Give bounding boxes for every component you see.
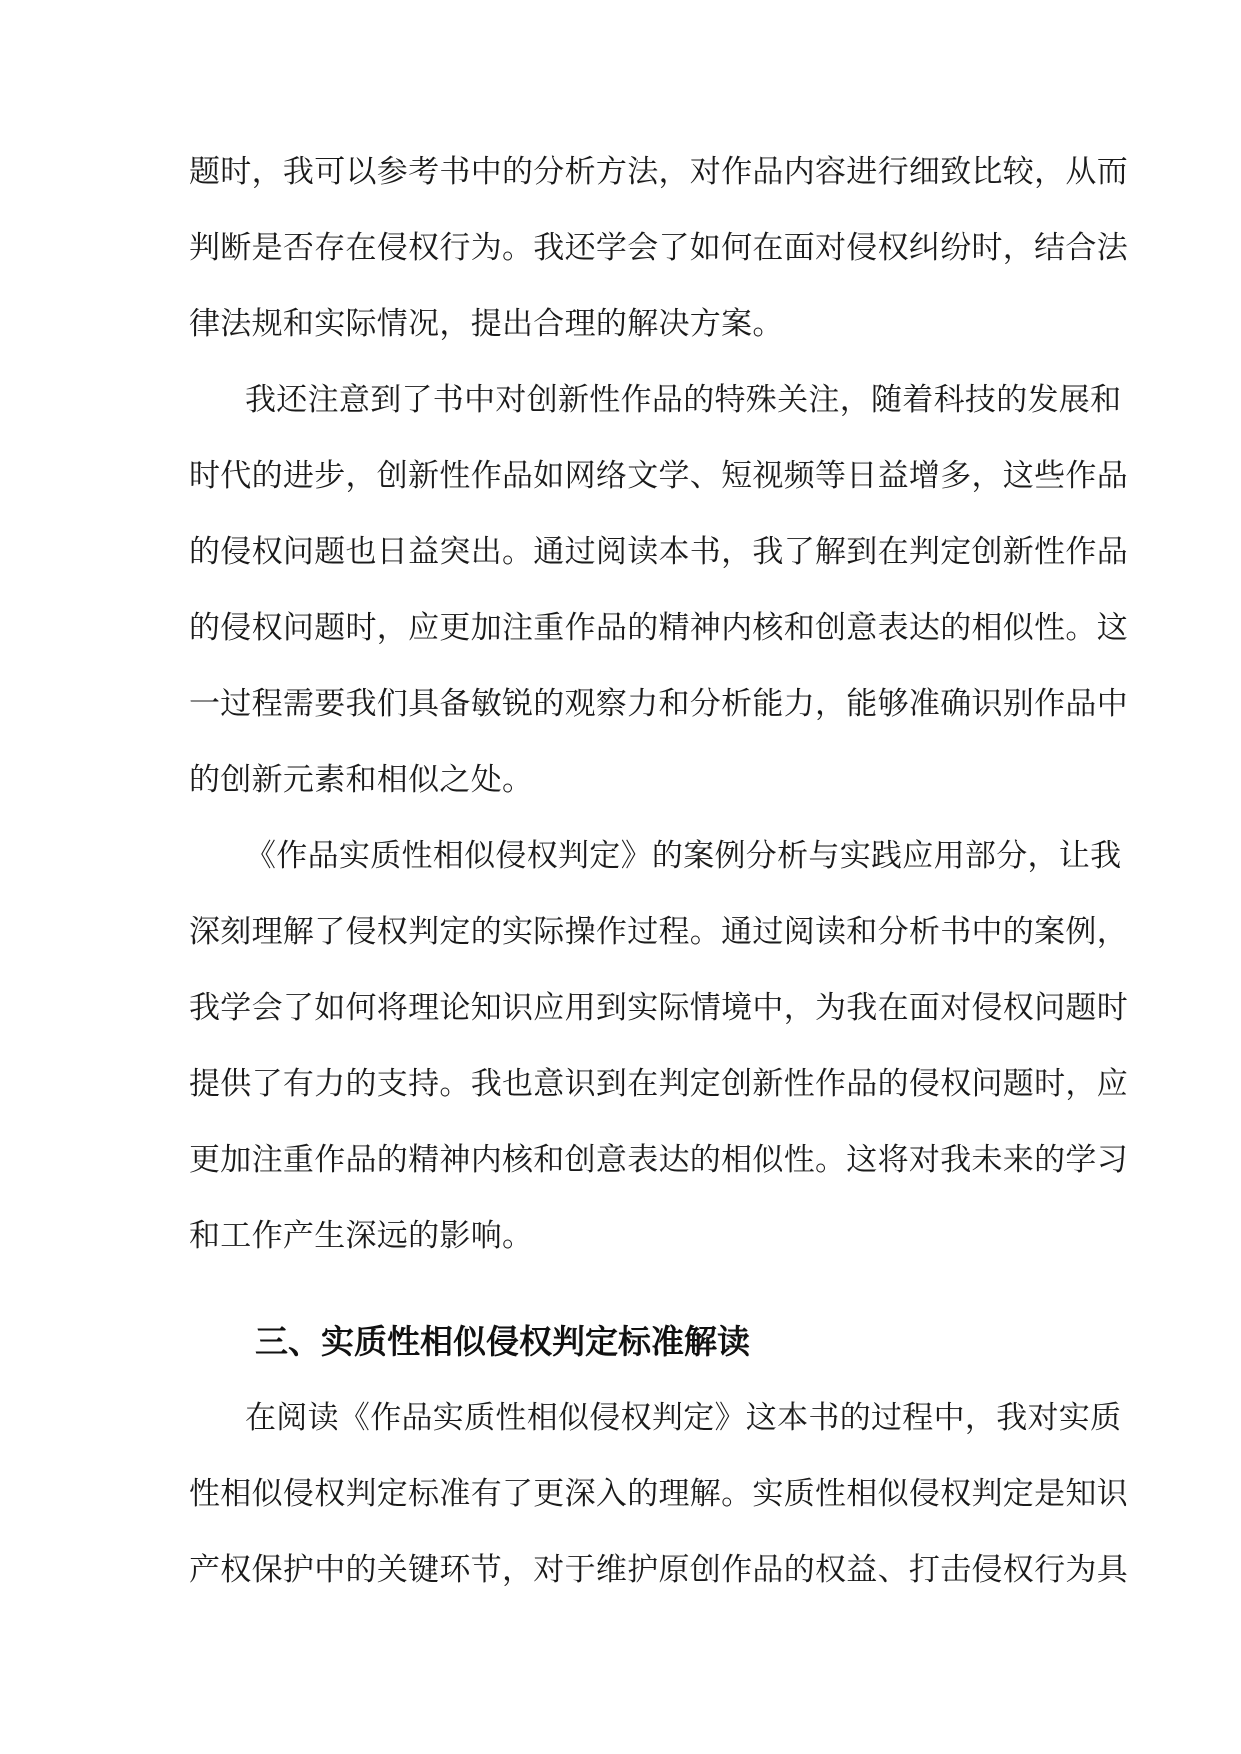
paragraph-line: 我还注意到了书中对创新性作品的特殊关注，随着科技的发展和 [245,382,1122,418]
paragraph-line: 和工作产生深远的影响。 [189,1218,534,1254]
paragraph-line: 更加注重作品的精神内核和创意表达的相似性。这将对我未来的学习 [189,1142,1128,1178]
paragraph-line: 判断是否存在侵权行为。我还学会了如何在面对侵权纠纷时，结合法 [189,230,1128,266]
paragraph-line: 一过程需要我们具备敏锐的观察力和分析能力，能够准确识别作品中 [189,686,1128,722]
paragraph-line: 时代的进步，创新性作品如网络文学、短视频等日益增多，这些作品 [189,458,1128,494]
paragraph-line: 深刻理解了侵权判定的实际操作过程。通过阅读和分析书中的案例， [189,914,1128,950]
paragraph-line: 《作品实质性相似侵权判定》的案例分析与实践应用部分，让我 [245,838,1122,874]
paragraph-line: 我学会了如何将理论知识应用到实际情境中，为我在面对侵权问题时 [189,990,1128,1026]
paragraph-line: 的侵权问题时，应更加注重作品的精神内核和创意表达的相似性。这 [189,610,1128,646]
paragraph-line: 性相似侵权判定标准有了更深入的理解。实质性相似侵权判定是知识 [189,1476,1128,1512]
paragraph-line: 在阅读《作品实质性相似侵权判定》这本书的过程中，我对实质 [245,1400,1122,1436]
paragraph-line: 提供了有力的支持。我也意识到在判定创新性作品的侵权问题时，应 [189,1066,1128,1102]
paragraph-line: 题时，我可以参考书中的分析方法，对作品内容进行细致比较，从而 [189,154,1128,190]
paragraph-line: 产权保护中的关键环节，对于维护原创作品的权益、打击侵权行为具 [189,1552,1128,1588]
paragraph-line: 的侵权问题也日益突出。通过阅读本书，我了解到在判定创新性作品 [189,534,1128,570]
section-heading: 三、实质性相似侵权判定标准解读 [255,1322,750,1361]
paragraph-line: 律法规和实际情况，提出合理的解决方案。 [189,306,784,342]
paragraph-line: 的创新元素和相似之处。 [189,762,534,798]
